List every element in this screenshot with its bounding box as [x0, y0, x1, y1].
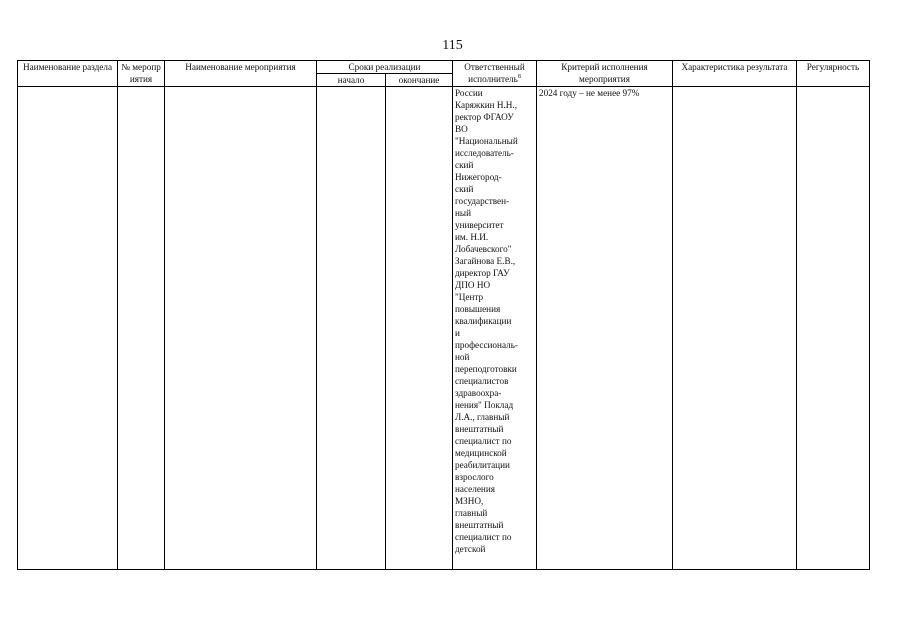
table-row [18, 87, 870, 570]
header-terms: Сроки реализации [317, 61, 453, 74]
cell-result [673, 87, 797, 570]
header-regularity: Регулярность [797, 61, 870, 87]
header-responsible [453, 61, 537, 87]
cell-measure-name [165, 87, 317, 570]
page-number: 115 [442, 38, 463, 53]
cell-criterion: 2024 году – не менее 97% [537, 87, 673, 570]
header-measure-number: № меропр иятия [118, 61, 165, 87]
header-result: Характеристика результата [673, 61, 797, 87]
cell-measure-number [118, 87, 165, 570]
header-responsible-label: Ответственный исполнитель [464, 62, 525, 84]
cell-end [386, 87, 453, 570]
header-start: начало [317, 74, 386, 87]
header-section-name: Наименование раздела [18, 61, 118, 87]
header-row [18, 61, 870, 74]
measures-table [17, 60, 870, 570]
cell-regularity [797, 87, 870, 570]
header-end: окончание [386, 74, 453, 87]
cell-responsible: России Каряжкин Н.Н., ректор ФГАОУ ВО "Национальный исследователь- ский Нижегород- ский государствен- ный университет им. Н.И. Лобачевского" Загайнова Е.В., директор ГАУ ДПО НО "Центр повышения квалификации и профессиональ- ной переподготовки специалистов здравоохра- нения" Поклад Л.А., главный внештатный специалист по медицинской реабилитации взрослого населения МЗНО, главный внештатный специалист по детской [453, 87, 537, 570]
header-criterion: Критерий исполнения мероприятия [537, 61, 673, 87]
header-measure-name: Наименование мероприятия [165, 61, 317, 87]
cell-start [317, 87, 386, 570]
footnote-mark: 8 [517, 73, 521, 80]
cell-section-name [18, 87, 118, 570]
